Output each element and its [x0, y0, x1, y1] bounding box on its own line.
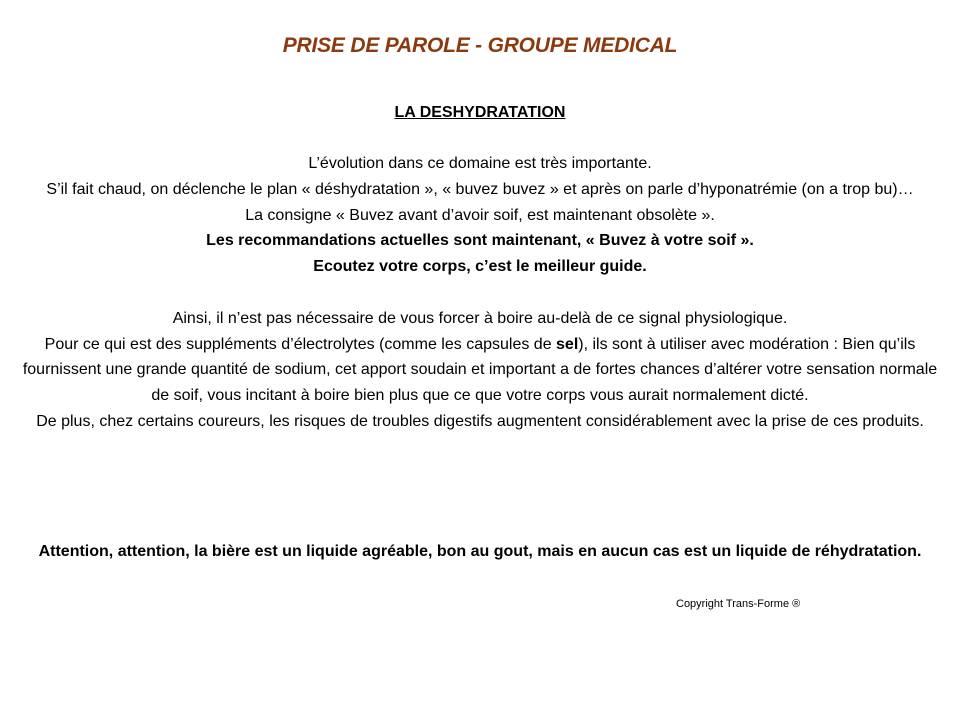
- salt-keyword: sel: [556, 335, 579, 353]
- physiological-signal-line: Ainsi, il n’est pas nécessaire de vous forcer à boire au-delà de ce signal physiologique.: [172, 309, 788, 327]
- copyright-notice: Copyright Trans-Forme ®: [676, 598, 801, 610]
- electrolytes-text-start: Pour ce qui est des suppléments d’électrolytes (comme les capsules de: [44, 335, 557, 353]
- beer-warning: Attention, attention, la bière est un liquide agréable, bon au gout, mais en aucun cas est un liquide de réhydratation.: [38, 543, 922, 560]
- electrolytes-text-end: ), ils sont à utiliser avec modération : Bien qu’ils fournissent une grande quantité de sodium, cet apport soudain et important a de fortes chances d’altérer votre sensation normale de soif, vous incitant à boire bien plus que ce que votre corps vous aurait normalement dicté.: [22, 335, 938, 405]
- section-heading: LA DESHYDRATATION: [394, 104, 566, 121]
- listen-body-line: Ecoutez votre corps, c’est le meilleur guide.: [313, 258, 647, 276]
- body-text: [20, 151, 940, 435]
- paragraph-spacer: [20, 280, 940, 306]
- intro-line: L’évolution dans ce domaine est très importante.: [308, 155, 652, 172]
- page-title: PRISE DE PAROLE - GROUPE MEDICAL: [282, 34, 678, 57]
- digestive-risk-line: De plus, chez certains coureurs, les risques de troubles digestifs augmentent considérablement avec la prise de ces produits.: [36, 412, 924, 430]
- current-recommendation-line: Les recommandations actuelles sont maintenant, « Buvez à votre soif ».: [206, 232, 754, 250]
- heat-plan-line: S’il fait chaud, on déclenche le plan « déshydratation », « buvez buvez » et après on parle d’hyponatrémie (on a trop bu)…: [46, 180, 914, 198]
- electrolytes-paragraph: [20, 332, 940, 409]
- obsolete-advice-line: La consigne « Buvez avant d’avoir soif, est maintenant obsolète ».: [245, 206, 715, 224]
